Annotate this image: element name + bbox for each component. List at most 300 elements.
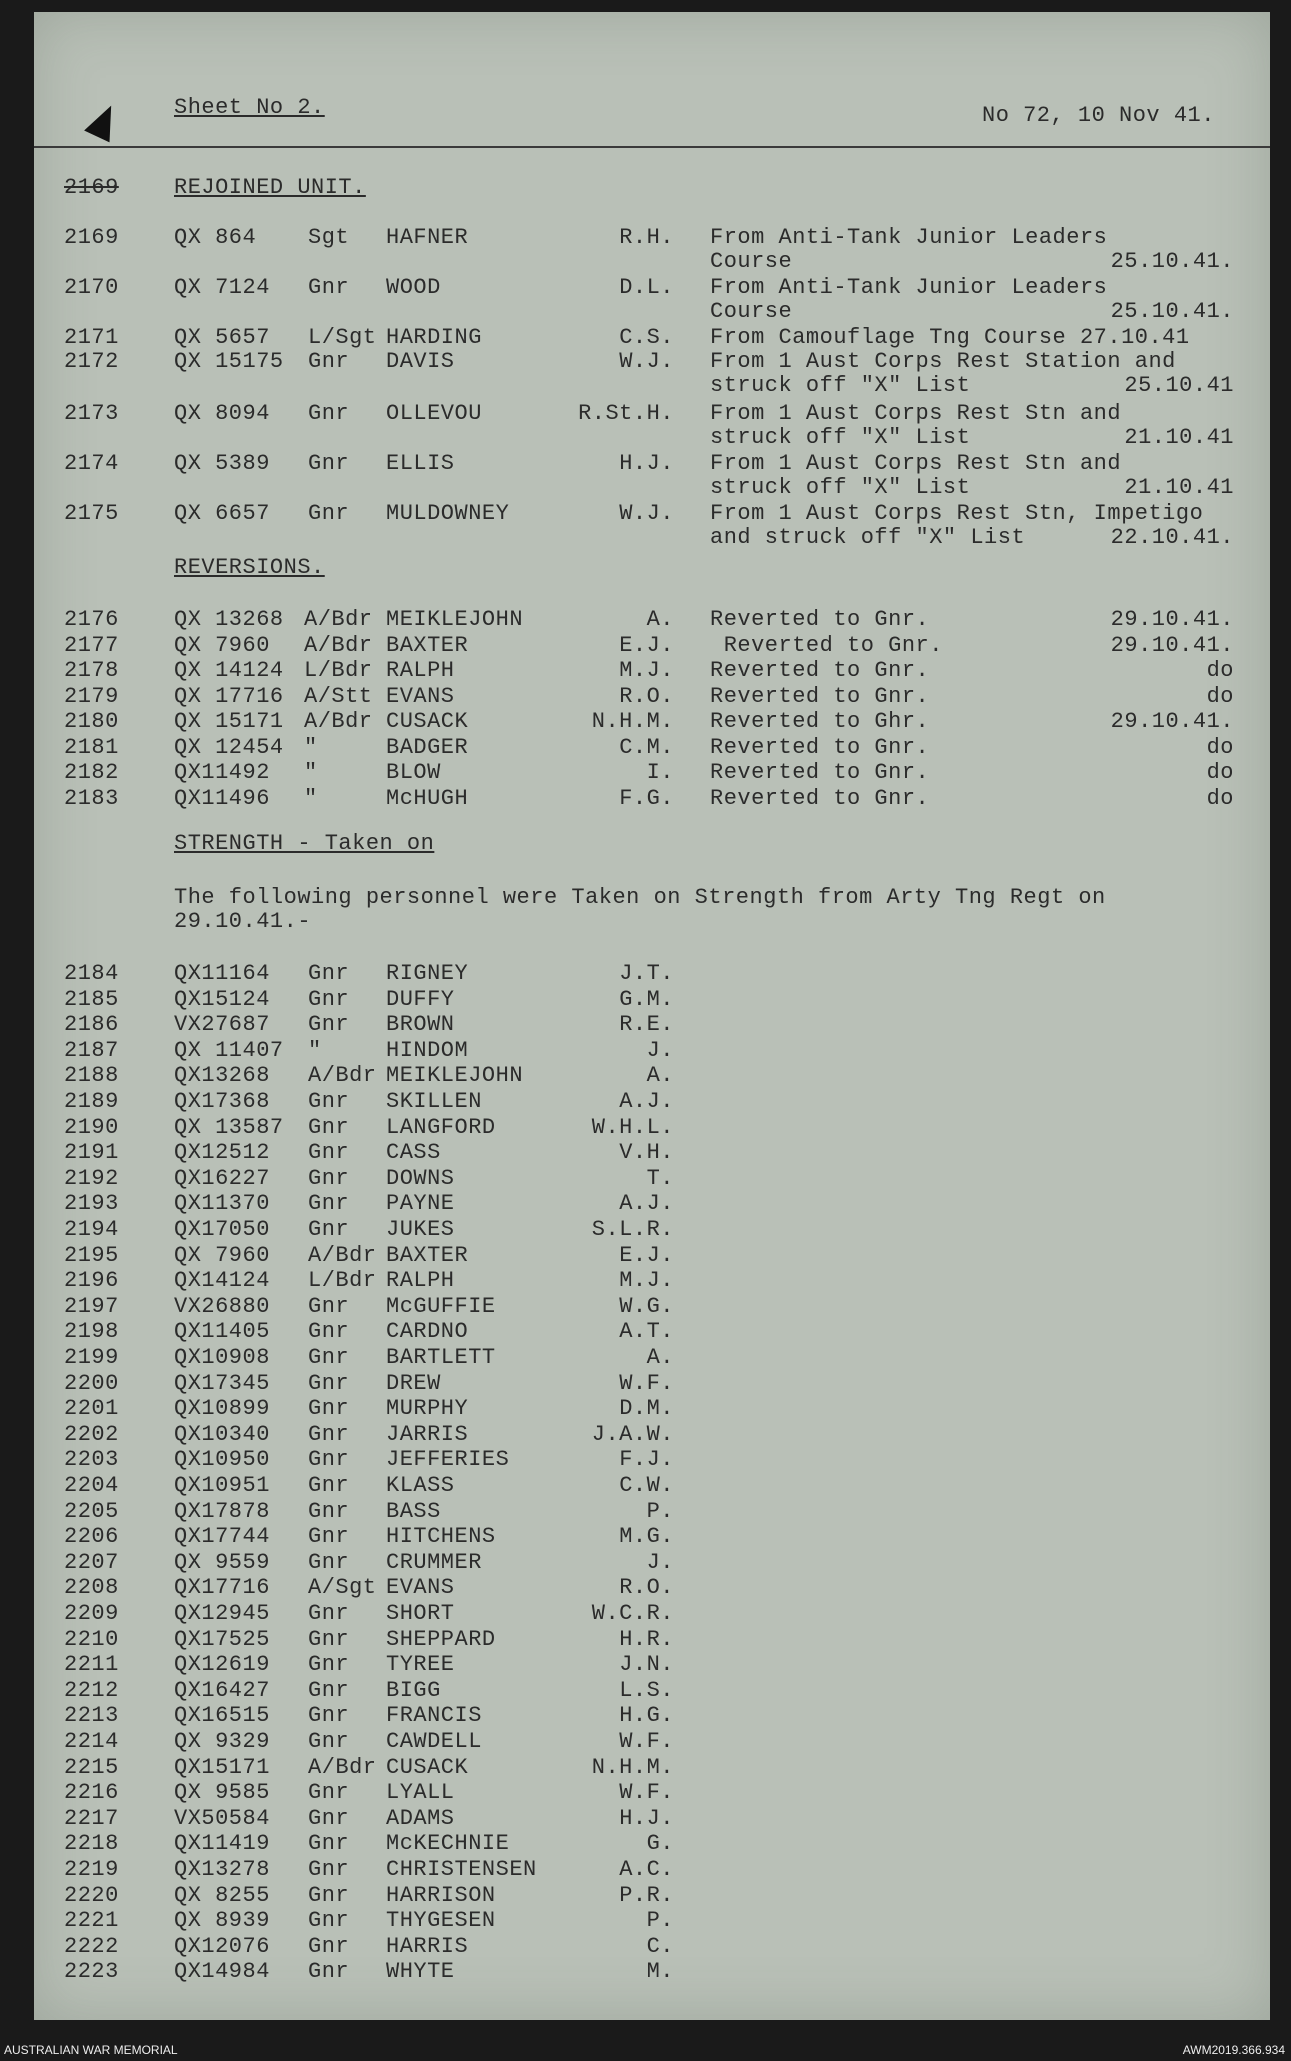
initials: R.E. xyxy=(619,1012,674,1038)
service-number: QX 8094 xyxy=(174,401,270,426)
rank: Gnr xyxy=(308,1165,350,1191)
surname: ADAMS xyxy=(386,1805,455,1831)
entry-number: 2203 xyxy=(64,1447,119,1473)
surname: FRANCIS xyxy=(386,1703,482,1729)
date: 25.10.41 xyxy=(1124,373,1234,398)
entry-number: 2215 xyxy=(64,1754,119,1780)
service-number: QX11492 xyxy=(174,760,270,785)
initials: A.T. xyxy=(619,1319,674,1345)
initials: W.C.R. xyxy=(591,1601,674,1626)
surname: DAVIS xyxy=(386,349,455,374)
service-number: QX17368 xyxy=(174,1089,270,1114)
service-number: QX11419 xyxy=(174,1831,270,1857)
description: Reverted to Gnr. xyxy=(710,632,943,658)
service-number: VX50584 xyxy=(174,1805,270,1831)
initials: W.F. xyxy=(619,1370,674,1396)
rank: L/Sgt xyxy=(308,325,377,350)
surname: HARRIS xyxy=(386,1933,469,1959)
initials: A. xyxy=(646,607,674,632)
description: From Anti-Tank Junior Leaders xyxy=(710,225,1108,250)
service-number: QX 7960 xyxy=(174,1242,270,1268)
description: Reverted to Gnr. xyxy=(710,683,930,709)
date: 29.10.41. xyxy=(1110,607,1234,632)
surname: ELLIS xyxy=(386,451,455,476)
service-number: QX11164 xyxy=(174,961,270,986)
rank: Gnr xyxy=(308,1114,350,1140)
initials: G.M. xyxy=(619,986,674,1012)
initials: I. xyxy=(646,760,674,785)
sheet-number: Sheet No 2. xyxy=(174,95,325,120)
service-number: QX14124 xyxy=(174,1268,270,1294)
footer-accession: AWM2019.366.934 xyxy=(1182,2043,1285,2057)
description: From 1 Aust Corps Rest Stn, Impetigo xyxy=(710,501,1204,526)
description-continued: Course xyxy=(710,249,793,274)
initials: G. xyxy=(646,1831,674,1857)
initials: L.S. xyxy=(619,1677,674,1703)
surname: CRUMMER xyxy=(386,1549,482,1575)
entry-number: 2207 xyxy=(64,1549,119,1575)
entry-number: 2200 xyxy=(64,1370,119,1396)
description: From Camouflage Tng Course 27.10.41 xyxy=(710,325,1190,350)
initials: J. xyxy=(646,1037,674,1063)
entry-number: 2210 xyxy=(64,1626,119,1652)
initials: E.J. xyxy=(619,632,674,658)
date: 29.10.41. xyxy=(1110,632,1234,658)
description: From 1 Aust Corps Rest Station and xyxy=(710,349,1176,374)
surname: WHYTE xyxy=(386,1959,455,1985)
date: 25.10.41. xyxy=(1110,249,1234,274)
surname: RIGNEY xyxy=(386,961,469,986)
entry-number: 2217 xyxy=(64,1805,119,1831)
entry-number: 2216 xyxy=(64,1780,119,1806)
description: Reverted to Gnr. xyxy=(710,734,930,760)
rank: Gnr xyxy=(308,1831,350,1857)
entry-number: 2201 xyxy=(64,1396,119,1422)
initials: P. xyxy=(646,1498,674,1524)
initials: F.J. xyxy=(619,1447,674,1473)
description: Reverted to Gnr. xyxy=(710,785,930,811)
surname: BAXTER xyxy=(386,1242,469,1268)
entry-number: 2223 xyxy=(64,1959,119,1985)
description-continued: struck off "X" List xyxy=(710,475,971,500)
rank: Gnr xyxy=(308,501,350,526)
surname: LYALL xyxy=(386,1780,455,1806)
initials: D.M. xyxy=(619,1396,674,1422)
service-number: VX26880 xyxy=(174,1293,270,1319)
service-number: QX 7960 xyxy=(174,632,270,658)
surname: HARDING xyxy=(386,325,482,350)
entry-number: 2188 xyxy=(64,1063,119,1089)
surname: BASS xyxy=(386,1498,441,1524)
date: do xyxy=(1206,734,1234,760)
initials: H.G. xyxy=(619,1703,674,1729)
section-reversions-heading: REVERSIONS. xyxy=(174,555,325,580)
rank: Gnr xyxy=(308,986,350,1012)
description: From 1 Aust Corps Rest Stn and xyxy=(710,451,1122,476)
rank: Gnr xyxy=(308,1089,350,1114)
surname: JEFFERIES xyxy=(386,1447,510,1473)
entry-number: 2193 xyxy=(64,1191,119,1217)
service-number: QX17525 xyxy=(174,1626,270,1652)
service-number: QX 9559 xyxy=(174,1549,270,1575)
description: Reverted to Gnr. xyxy=(710,658,930,683)
entry-number: 2219 xyxy=(64,1857,119,1882)
strength-paragraph-line-2: 29.10.41.- xyxy=(174,909,312,934)
rank: Gnr xyxy=(308,1421,350,1447)
rank: Gnr xyxy=(308,401,350,426)
surname: HINDOM xyxy=(386,1037,469,1063)
service-number: QX10950 xyxy=(174,1447,270,1473)
service-number: QX 5389 xyxy=(174,451,270,476)
service-number: QX10908 xyxy=(174,1345,270,1370)
rank: Gnr xyxy=(308,1677,350,1703)
service-number: QX16515 xyxy=(174,1703,270,1729)
rank: Gnr xyxy=(308,275,350,300)
initials: F.G. xyxy=(619,785,674,811)
section-rejoined-heading: REJOINED UNIT. xyxy=(174,175,366,200)
entry-number: 2199 xyxy=(64,1345,119,1370)
entry-number: 2181 xyxy=(64,734,119,760)
service-number: QX17716 xyxy=(174,1575,270,1601)
initials: R.St.H. xyxy=(578,401,674,426)
service-number: QX 5657 xyxy=(174,325,270,350)
rank: A/Bdr xyxy=(308,1754,377,1780)
service-number: QX11496 xyxy=(174,785,270,811)
entry-number: 2192 xyxy=(64,1165,119,1191)
initials: P.R. xyxy=(619,1882,674,1908)
rank: Gnr xyxy=(308,1293,350,1319)
initials: T. xyxy=(646,1165,674,1191)
rank: Gnr xyxy=(308,1447,350,1473)
rank: Gnr xyxy=(308,1857,350,1882)
description: From 1 Aust Corps Rest Stn and xyxy=(710,401,1122,426)
service-number: VX27687 xyxy=(174,1012,270,1038)
rank: L/Bdr xyxy=(304,658,373,683)
entry-number: 2184 xyxy=(64,961,119,986)
rank: Gnr xyxy=(308,1549,350,1575)
initials: C. xyxy=(646,1933,674,1959)
rank: Gnr xyxy=(308,349,350,374)
service-number: QX 17716 xyxy=(174,683,284,709)
footer-institution: AUSTRALIAN WAR MEMORIAL xyxy=(4,2043,178,2057)
rank: Gnr xyxy=(308,1805,350,1831)
entry-number: 2196 xyxy=(64,1268,119,1294)
entry-number: 2185 xyxy=(64,986,119,1012)
service-number: QX17345 xyxy=(174,1370,270,1396)
entry-number: 2171 xyxy=(64,325,119,350)
service-number: QX 8939 xyxy=(174,1908,270,1934)
service-number: QX12619 xyxy=(174,1652,270,1678)
date: do xyxy=(1206,785,1234,811)
rank: Gnr xyxy=(308,1626,350,1652)
description-continued: and struck off "X" List xyxy=(710,525,1026,550)
service-number: QX 7124 xyxy=(174,275,270,300)
entry-number: 2169 xyxy=(64,225,119,250)
rank: Gnr xyxy=(308,1882,350,1908)
entry-number: 2211 xyxy=(64,1652,119,1678)
entry-number: 2214 xyxy=(64,1729,119,1754)
service-number: QX11370 xyxy=(174,1191,270,1217)
service-number: QX 9585 xyxy=(174,1780,270,1806)
initials: W.J. xyxy=(619,349,674,374)
surname: MULDOWNEY xyxy=(386,501,510,526)
surname: WOOD xyxy=(386,275,441,300)
description-continued: struck off "X" List xyxy=(710,425,971,450)
surname: BROWN xyxy=(386,1012,455,1038)
entry-number: 2209 xyxy=(64,1601,119,1626)
surname: OLLEVOU xyxy=(386,401,482,426)
description: From Anti-Tank Junior Leaders xyxy=(710,275,1108,300)
surname: EVANS xyxy=(386,683,455,709)
initials: A.J. xyxy=(619,1191,674,1217)
date: do xyxy=(1206,683,1234,709)
entry-number: 2195 xyxy=(64,1242,119,1268)
rank: Gnr xyxy=(308,1780,350,1806)
surname: KLASS xyxy=(386,1473,455,1498)
date: 21.10.41 xyxy=(1124,475,1234,500)
initials: C.W. xyxy=(619,1473,674,1498)
surname: TYREE xyxy=(386,1652,455,1678)
surname: BAXTER xyxy=(386,632,469,658)
rank: " xyxy=(304,734,318,760)
rank: A/Bdr xyxy=(304,632,373,658)
rank: " xyxy=(304,760,318,785)
initials: M.J. xyxy=(619,1268,674,1294)
surname: BARTLETT xyxy=(386,1345,496,1370)
service-number: QX17878 xyxy=(174,1498,270,1524)
entry-number: 2212 xyxy=(64,1677,119,1703)
initials: W.F. xyxy=(619,1729,674,1754)
date: 21.10.41 xyxy=(1124,425,1234,450)
surname: CARDNO xyxy=(386,1319,469,1345)
initials: R.O. xyxy=(619,683,674,709)
service-number: QX16227 xyxy=(174,1165,270,1191)
surname: BIGG xyxy=(386,1677,441,1703)
rank: Gnr xyxy=(308,1703,350,1729)
surname: McKECHNIE xyxy=(386,1831,510,1857)
entry-number: 2205 xyxy=(64,1498,119,1524)
rank: Gnr xyxy=(308,1217,350,1242)
rank: Gnr xyxy=(308,451,350,476)
service-number: QX12512 xyxy=(174,1140,270,1166)
surname: EVANS xyxy=(386,1575,455,1601)
entry-number: 2197 xyxy=(64,1293,119,1319)
surname: THYGESEN xyxy=(386,1908,496,1934)
description-continued: struck off "X" List xyxy=(710,373,971,398)
entry-number: 2220 xyxy=(64,1882,119,1908)
entry-number: 2176 xyxy=(64,607,119,632)
service-number: QX 13587 xyxy=(174,1114,284,1140)
description: Reverted to Gnr. xyxy=(710,760,930,785)
initials: A.J. xyxy=(619,1089,674,1114)
service-number: QX 9329 xyxy=(174,1729,270,1754)
service-number: QX10340 xyxy=(174,1421,270,1447)
rank: Gnr xyxy=(308,1319,350,1345)
initials: D.L. xyxy=(619,275,674,300)
initials: H.J. xyxy=(619,1805,674,1831)
rank: Gnr xyxy=(308,1524,350,1550)
initials: W.G. xyxy=(619,1293,674,1319)
entry-number: 2198 xyxy=(64,1319,119,1345)
rank: Gnr xyxy=(308,1729,350,1754)
initials: W.J. xyxy=(619,501,674,526)
entry-number: 2189 xyxy=(64,1089,119,1114)
surname: JARRIS xyxy=(386,1421,469,1447)
surname: BADGER xyxy=(386,734,469,760)
rank: Gnr xyxy=(308,1498,350,1524)
surname: DREW xyxy=(386,1370,441,1396)
date: 29.10.41. xyxy=(1110,709,1234,734)
margin-mark xyxy=(84,100,124,143)
rank: " xyxy=(304,785,318,811)
surname: MEIKLEJOHN xyxy=(386,607,524,632)
surname: RALPH xyxy=(386,1268,455,1294)
entry-number: 2213 xyxy=(64,1703,119,1729)
service-number: QX 15175 xyxy=(174,349,284,374)
service-number: QX 11407 xyxy=(174,1037,284,1063)
surname: BLOW xyxy=(386,760,441,785)
entry-number: 2218 xyxy=(64,1831,119,1857)
initials: M.G. xyxy=(619,1524,674,1550)
surname: SKILLEN xyxy=(386,1089,482,1114)
surname: DOWNS xyxy=(386,1165,455,1191)
initials: N.H.M. xyxy=(591,1754,674,1780)
service-number: QX 8255 xyxy=(174,1882,270,1908)
entry-number: 2190 xyxy=(64,1114,119,1140)
rank: Gnr xyxy=(308,1652,350,1678)
rank: Gnr xyxy=(308,1933,350,1959)
service-number: QX 12454 xyxy=(174,734,284,760)
entry-number: 2187 xyxy=(64,1037,119,1063)
rank: A/Bdr xyxy=(304,607,373,632)
surname: RALPH xyxy=(386,658,455,683)
surname: HAFNER xyxy=(386,225,469,250)
rank: Gnr xyxy=(308,1370,350,1396)
entry-number: 2191 xyxy=(64,1140,119,1166)
entry-number: 2177 xyxy=(64,632,119,658)
entry-number: 2180 xyxy=(64,709,119,734)
rank: Gnr xyxy=(308,1908,350,1934)
surname: PAYNE xyxy=(386,1191,455,1217)
service-number: QX 15171 xyxy=(174,709,284,734)
order-number: No 72, 10 Nov 41. xyxy=(982,103,1215,128)
rank: Gnr xyxy=(308,1345,350,1370)
surname: McHUGH xyxy=(386,785,469,811)
rank: Sgt xyxy=(308,225,350,250)
service-number: QX16427 xyxy=(174,1677,270,1703)
surname: McGUFFIE xyxy=(386,1293,496,1319)
entry-number: 2172 xyxy=(64,349,119,374)
surname: SHEPPARD xyxy=(386,1626,496,1652)
rank: Gnr xyxy=(308,1601,350,1626)
surname: HARRISON xyxy=(386,1882,496,1908)
initials: M. xyxy=(646,1959,674,1985)
entry-number: 2208 xyxy=(64,1575,119,1601)
initials: A. xyxy=(646,1063,674,1089)
initials: R.H. xyxy=(619,225,674,250)
initials: H.R. xyxy=(619,1626,674,1652)
initials: R.O. xyxy=(619,1575,674,1601)
rank: L/Bdr xyxy=(308,1268,377,1294)
rank: A/Sgt xyxy=(308,1575,377,1601)
service-number: QX 13268 xyxy=(174,607,284,632)
surname: CHRISTENSEN xyxy=(386,1857,537,1882)
initials: J. xyxy=(646,1549,674,1575)
date: 25.10.41. xyxy=(1110,299,1234,324)
entry-number: 2175 xyxy=(64,501,119,526)
service-number: QX12076 xyxy=(174,1933,270,1959)
date: 22.10.41. xyxy=(1110,525,1234,550)
entry-number: 2179 xyxy=(64,683,119,709)
service-number: QX12945 xyxy=(174,1601,270,1626)
rank: Gnr xyxy=(308,1473,350,1498)
entry-number: 2174 xyxy=(64,451,119,476)
service-number: QX10899 xyxy=(174,1396,270,1422)
rank: Gnr xyxy=(308,1140,350,1166)
initials: C.M. xyxy=(619,734,674,760)
entry-number: 2204 xyxy=(64,1473,119,1498)
surname: JUKES xyxy=(386,1217,455,1242)
rank: Gnr xyxy=(308,1012,350,1038)
entry-number: 2194 xyxy=(64,1217,119,1242)
initials: P. xyxy=(646,1908,674,1934)
surname: CUSACK xyxy=(386,709,469,734)
rank: A/Bdr xyxy=(308,1063,377,1089)
entry-number: 2221 xyxy=(64,1908,119,1934)
header-rule xyxy=(34,146,1270,148)
rank: A/Bdr xyxy=(304,709,373,734)
entry-number: 2178 xyxy=(64,658,119,683)
initials: C.S. xyxy=(619,325,674,350)
description: Reverted to Gnr. xyxy=(710,607,930,632)
service-number: QX17050 xyxy=(174,1217,270,1242)
surname: CASS xyxy=(386,1140,441,1166)
service-number: QX11405 xyxy=(174,1319,270,1345)
struck-number: 2169 xyxy=(64,175,119,200)
service-number: QX14984 xyxy=(174,1959,270,1985)
description: Reverted to Ghr. xyxy=(710,709,930,734)
surname: MEIKLEJOHN xyxy=(386,1063,524,1089)
initials: J.A.W. xyxy=(591,1421,674,1447)
entry-number: 2186 xyxy=(64,1012,119,1038)
initials: W.H.L. xyxy=(591,1114,674,1140)
entry-number: 2206 xyxy=(64,1524,119,1550)
initials: S.L.R. xyxy=(591,1217,674,1242)
surname: CUSACK xyxy=(386,1754,469,1780)
service-number: QX15171 xyxy=(174,1754,270,1780)
entry-number: 2222 xyxy=(64,1933,119,1959)
service-number: QX 6657 xyxy=(174,501,270,526)
surname: DUFFY xyxy=(386,986,455,1012)
entry-number: 2183 xyxy=(64,785,119,811)
initials: A.C. xyxy=(619,1857,674,1882)
rank: Gnr xyxy=(308,1191,350,1217)
entry-number: 2202 xyxy=(64,1421,119,1447)
initials: A. xyxy=(646,1345,674,1370)
surname: SHORT xyxy=(386,1601,455,1626)
date: do xyxy=(1206,760,1234,785)
entry-number: 2173 xyxy=(64,401,119,426)
service-number: QX15124 xyxy=(174,986,270,1012)
surname: CAWDELL xyxy=(386,1729,482,1754)
section-strength-heading: STRENGTH - Taken on xyxy=(174,831,435,856)
service-number: QX10951 xyxy=(174,1473,270,1498)
service-number: QX 14124 xyxy=(174,658,284,683)
initials: V.H. xyxy=(619,1140,674,1166)
initials: J.N. xyxy=(619,1652,674,1678)
rank: Gnr xyxy=(308,961,350,986)
description-continued: Course xyxy=(710,299,793,324)
